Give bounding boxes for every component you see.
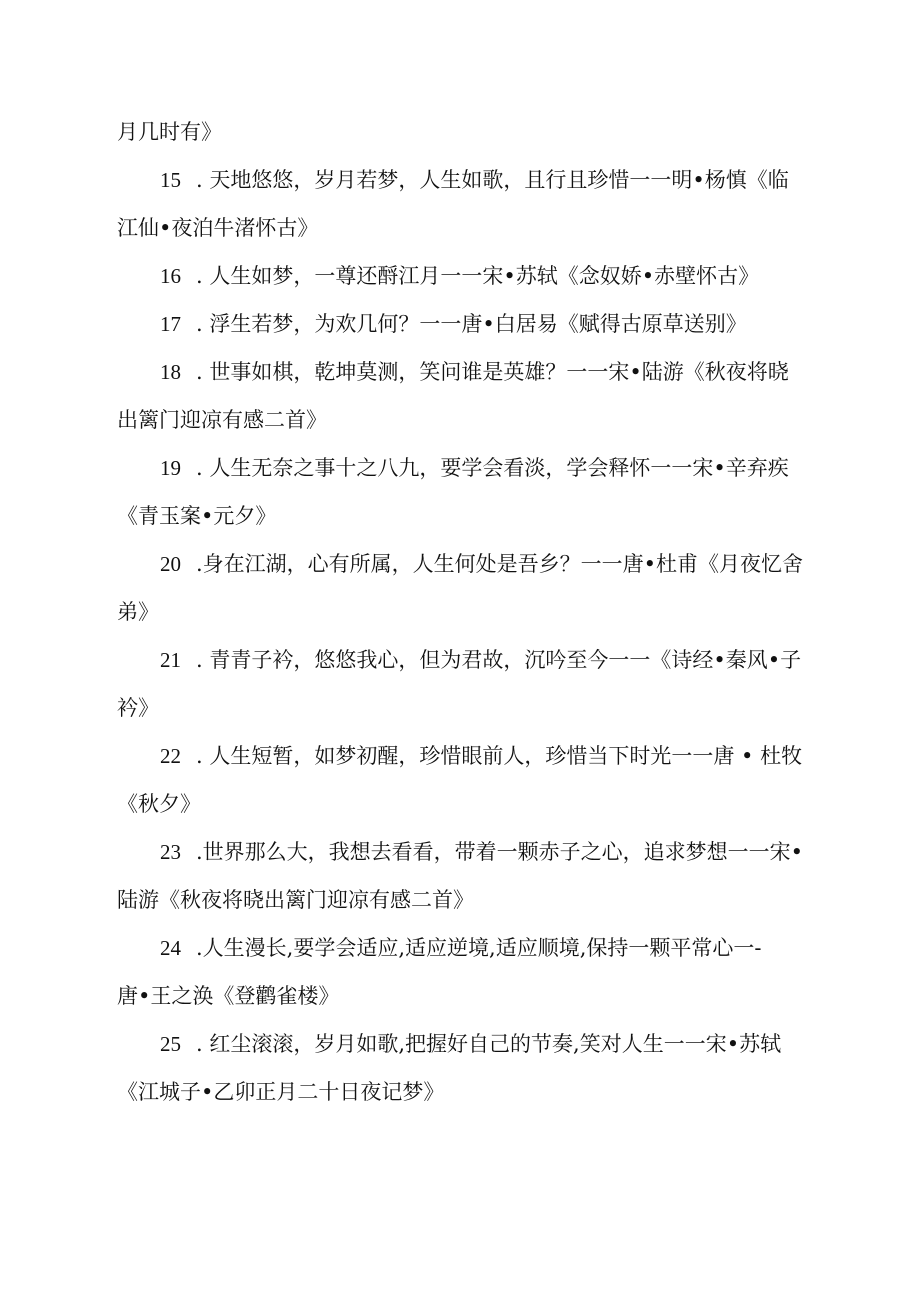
quote-item-23 <box>117 832 807 880</box>
item-number: 21 <box>160 648 181 672</box>
item-text: . 天地悠悠，岁月若梦，人生如歌，且行且珍惜一一明•杨慎《临 <box>196 168 789 192</box>
quote-item-19 <box>117 448 807 496</box>
item-number: 19 <box>160 456 181 480</box>
quote-item-21 <box>117 640 807 688</box>
quote-item-24-continued: 唐•王之涣《登鹳雀楼》 <box>117 984 340 1008</box>
quote-item-25-continued: 《江城子•乙卯正月二十日夜记梦》 <box>117 1080 445 1104</box>
quote-item-16 <box>117 256 807 304</box>
continuation-line: 月几时有》 <box>117 120 222 144</box>
item-number: 18 <box>160 360 181 384</box>
quote-item-20-continued: 弟》 <box>117 600 159 624</box>
item-text: . 青青子衿，悠悠我心，但为君故，沉吟至今一一《诗经•秦风•子 <box>196 648 802 672</box>
quote-item-18 <box>117 352 807 400</box>
quote-item-21-continued: 衿》 <box>117 696 159 720</box>
quote-item-23-continued: 陆游《秋夜将晓出篱门迎凉有感二首》 <box>117 888 474 912</box>
item-text: .世界那么大，我想去看看，带着一颗赤子之心，追求梦想一一宋• <box>196 840 804 864</box>
quote-item-15 <box>117 160 807 208</box>
item-text: . 红尘滚滚，岁月如歌,把握好自己的节奏,笑对人生一一宋•苏轼 <box>196 1032 782 1056</box>
quote-item-17 <box>117 304 807 352</box>
item-number: 23 <box>160 840 181 864</box>
quote-item-25 <box>117 1024 807 1072</box>
quote-item-19-continued: 《青玉案•元夕》 <box>117 504 277 528</box>
quote-item-15-continued: 江仙•夜泊牛渚怀古》 <box>117 216 319 240</box>
quote-item-20 <box>117 544 807 592</box>
item-text: . 人生无奈之事十之八九，要学会看淡，学会释怀一一宋•辛弃疾 <box>196 456 789 480</box>
item-number: 24 <box>160 936 181 960</box>
item-text: .人生漫长,要学会适应,适应逆境,适应顺境,保持一颗平常心一- <box>196 936 762 960</box>
document-page <box>117 112 807 1120</box>
item-number: 17 <box>160 312 181 336</box>
item-text: . 世事如棋，乾坤莫测，笑问谁是英雄？一一宋•陆游《秋夜将晓 <box>196 360 789 384</box>
item-number: 15 <box>160 168 181 192</box>
quote-item-18-continued: 出篱门迎凉有感二首》 <box>117 408 327 432</box>
item-number: 16 <box>160 264 181 288</box>
item-text: . 人生短暂，如梦初醒，珍惜眼前人，珍惜当下时光一一唐 • 杜牧 <box>196 744 803 768</box>
quote-item-22 <box>117 736 807 784</box>
item-number: 20 <box>160 552 181 576</box>
item-number: 25 <box>160 1032 181 1056</box>
item-number: 22 <box>160 744 181 768</box>
quote-item-24 <box>117 928 807 976</box>
item-text: . 浮生若梦，为欢几何？一一唐•白居易《赋得古原草送别》 <box>196 312 747 336</box>
item-text: . 人生如梦，一尊还酹江月一一宋•苏轼《念奴娇•赤壁怀古》 <box>196 264 760 288</box>
item-text: .身在江湖，心有所属，人生何处是吾乡？一一唐•杜甫《月夜忆舍 <box>196 552 804 576</box>
quote-item-22-continued: 《秋夕》 <box>117 792 201 816</box>
